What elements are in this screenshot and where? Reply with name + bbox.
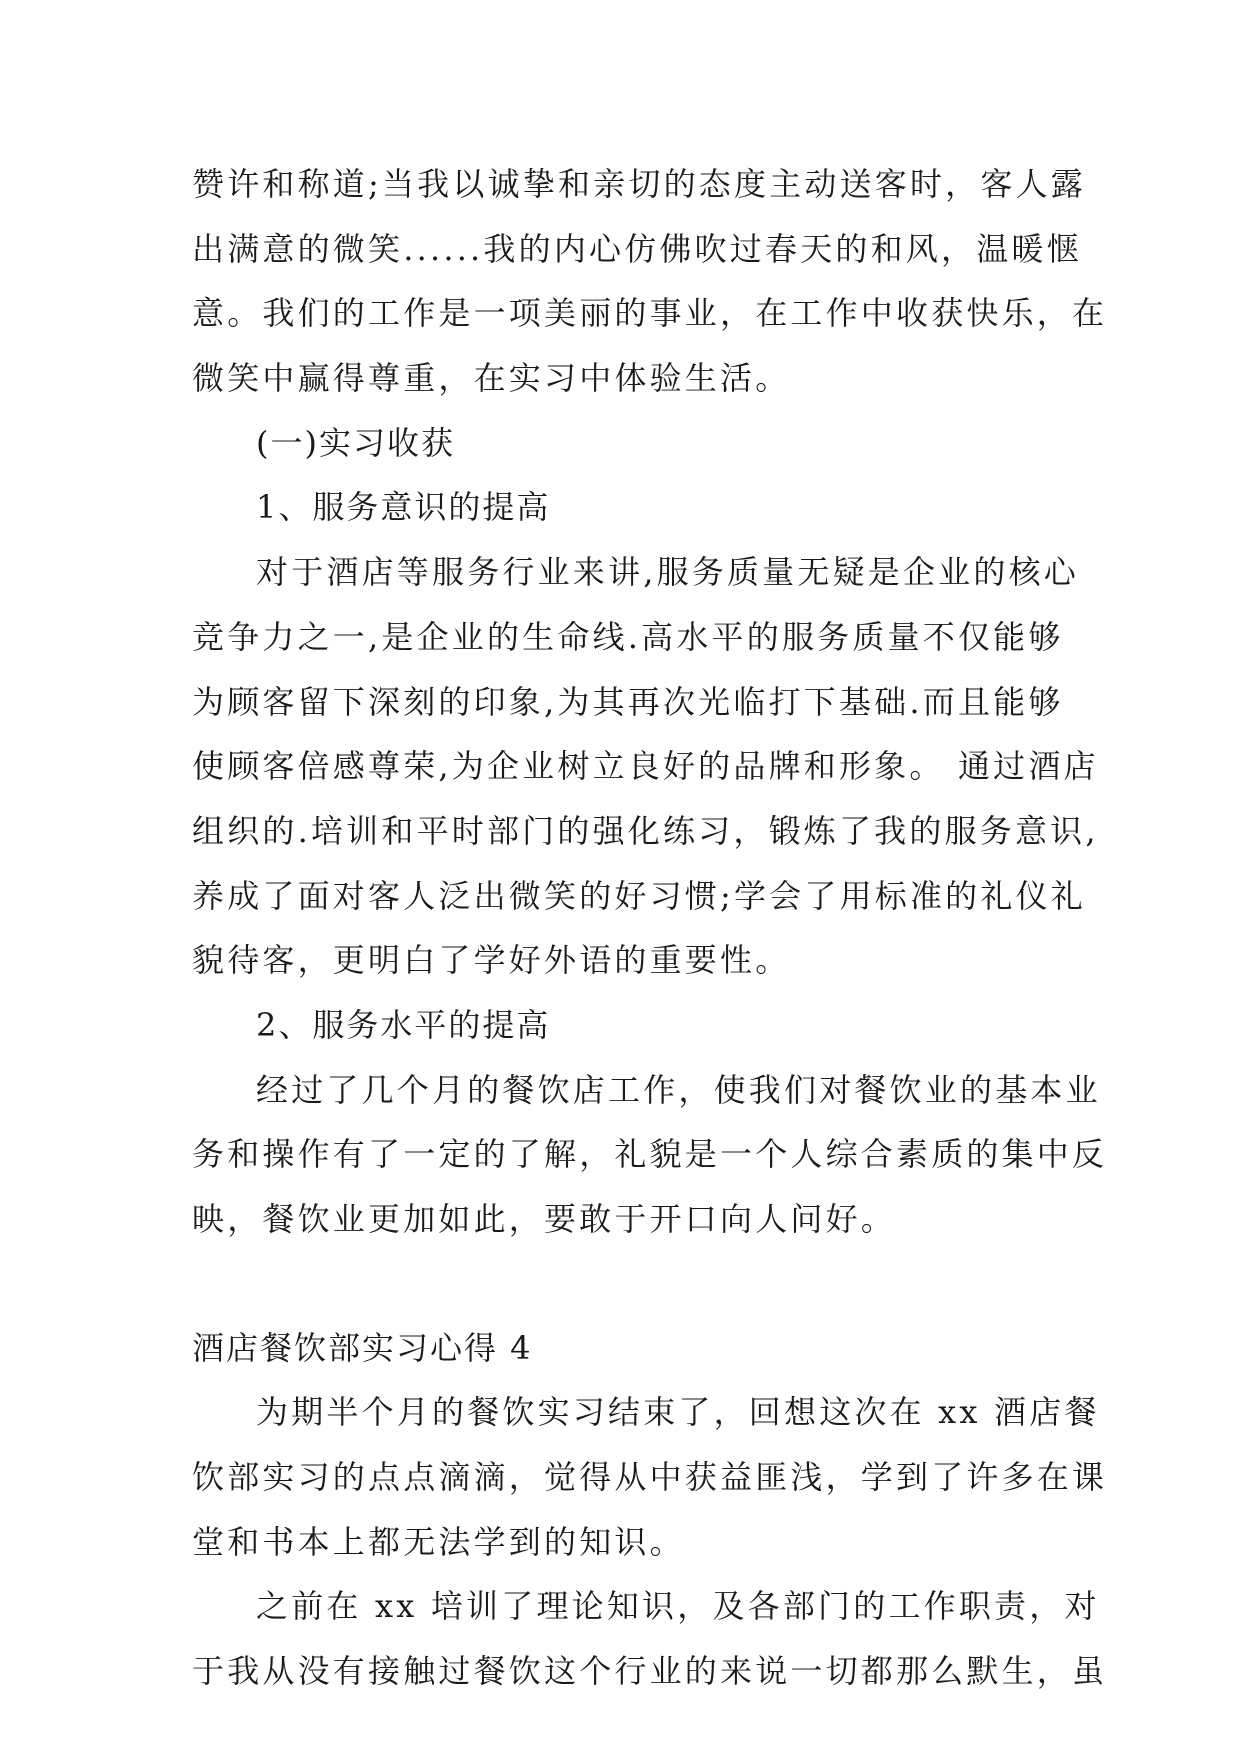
article-title: 酒店餐饮部实习心得 4 [192,1328,533,1367]
text-line: 饮部实习的点点滴滴，觉得从中获益匪浅，学到了许多在课 [192,1458,1108,1497]
text-line: 于我从没有接触过餐饮这个行业的来说一切都那么默生，虽 [192,1652,1108,1691]
subheading-service-awareness: 1、服务意识的提高 [256,488,551,527]
text-line: 之前在 xx 培训了理论知识，及各部门的工作职责，对 [256,1587,1100,1626]
text-line: 为期半个月的餐饮实习结束了，回想这次在 xx 酒店餐 [256,1393,1100,1432]
text-line: 貌待客，更明白了学好外语的重要性。 [192,941,791,980]
section-gap [192,1252,1052,1316]
text-line: 赞许和称道;当我以诚挚和亲切的态度主动送客时，客人露 [192,165,1086,203]
text-line: 为顾客留下深刻的印象,为其再次光临打下基础.而且能够 [192,682,1064,721]
text-line: 经过了几个月的餐饮店工作，使我们对餐饮业的基本业 [256,1070,1101,1109]
text-line: 堂和书本上都无法学到的知识。 [192,1522,685,1561]
section-heading: (一)实习收获 [256,423,455,462]
text-line: 对于酒店等服务行业来讲,服务质量无疑是企业的核心 [256,553,1079,592]
subheading-service-level: 2、服务水平的提高 [256,1005,551,1044]
text-line: 使顾客倍感尊荣,为企业树立良好的品牌和形象。 通过酒店 [192,747,1099,786]
text-line: 组织的.培训和平时部门的强化练习，锻炼了我的服务意识, [192,811,1099,850]
text-line: 微笑中赢得尊重，在实习中体验生活。 [192,359,791,398]
text-line: 出满意的微笑......我的内心仿佛吹过春天的和风，温暖惬 [192,229,1082,268]
document-body [192,152,1108,1704]
text-line: 竞争力之一,是企业的生命线.高水平的服务质量不仅能够 [192,617,1064,656]
text-line: 意。我们的工作是一项美丽的事业，在工作中收获快乐，在 [192,294,1108,333]
text-line: 养成了面对客人泛出微笑的好习惯;学会了用标准的礼仪礼 [192,876,1086,915]
text-line: 映，餐饮业更加如此，要敢于开口向人问好。 [192,1200,897,1238]
text-line: 务和操作有了一定的了解，礼貌是一个人综合素质的集中反 [192,1135,1108,1174]
